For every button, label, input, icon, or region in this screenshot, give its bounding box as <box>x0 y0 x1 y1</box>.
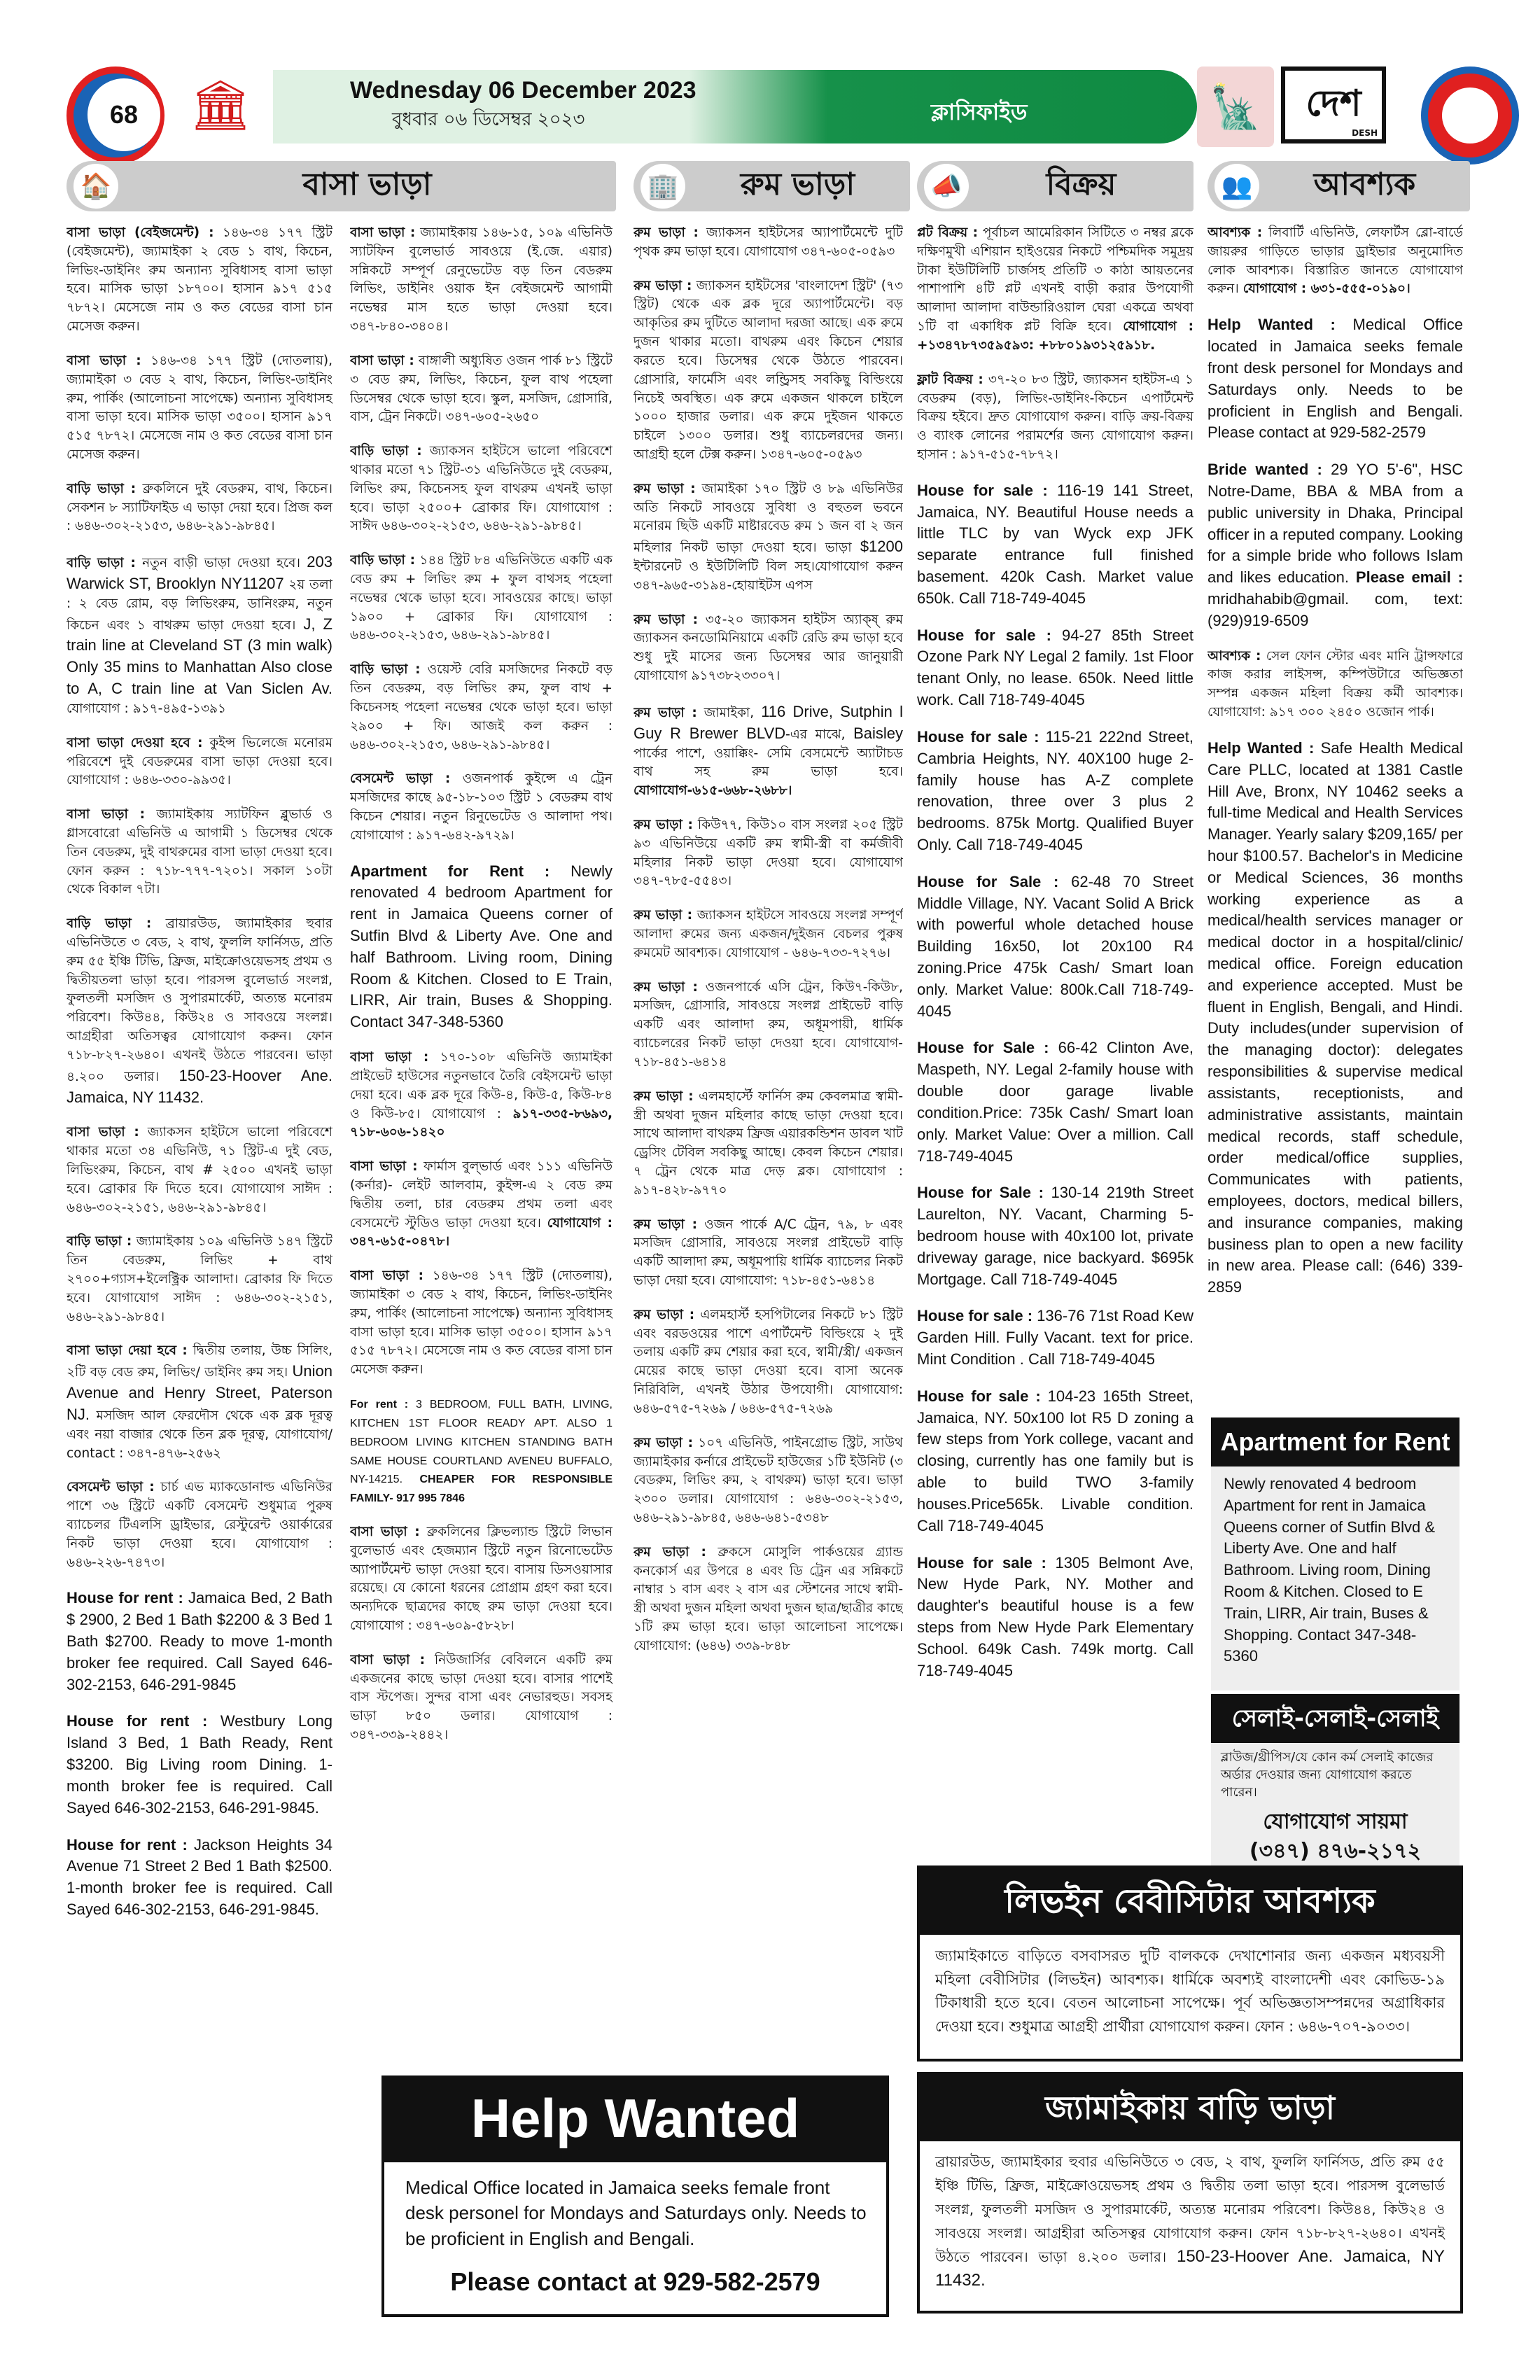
apartment-rent-title: Apartment for Rent <box>1211 1418 1460 1466</box>
section-title-room: রুম ভাড়া <box>740 166 855 202</box>
classified-ad: Help Wanted : Safe Health Medical Care PLLC, located at 1381 Castle Hill Ave, Bronx, NY 10462 seeks a full-time Medical and Health Services Manager. Yearly salary $209,165/ per hour $100.57. Bachelor's in Medicine or Medical Sciences, 36 months working experience as a medical/health services manager or medical doctor in a hospital/clinic/ medical office. Foreign education and experience accepted. Must be fluent in English, Bengali, and Hindi. Duty includes(under supervision of the managing doctor): delegates responsibilities & supervise medical assistants, receptionists, and administrative assistants, maintain medical records, staff schedule, order medical/office supplies, Communicates with patients, employees, doctors, medical billers, and insurance companies, making business plan to open a new facility in new area. Please call: (646) 339-2859 <box>1208 738 1463 1296</box>
classified-ad: রুম ভাড়া : ব্রুকসে মোসুলি পার্কওয়ের গ্র্যান্ড কনকোর্স এর উপরে ৪ এবং ডি ট্রেন এর সন্নিকটে নাম্বার ১ বাস এবং ২ বাস এর স্টেশনের সাথে স্বামী-স্ত্রী অথবা দুজন মহিলা অথবা দুজন ছাত্র/ছাত্রীর কাছে ১টি রুম ভাড়া হবে। ভাড়া আলোচনা সাপেক্ষে। যোগাযোগ: (৬৪৬) ৩৩৯-৮৪৮ <box>634 1544 903 1653</box>
jamaica-rent-address: 150-23-Hoover Ane. Jamaica, NY 11432. <box>935 2247 1446 2290</box>
classified-ad: বাসা ভাড়া : ১৪৬-৩৪ ১৭৭ স্ট্রিট (দোতলায়), জ্যামাইকা ৩ বেড ২ বাথ, কিচেন, লিভিং-ডাইনিং রুম, পার্কিং (আলোচনা সাপেক্ষে) অন্যান্য সুবিধাসহ বাসা ভাড়া হবে। মাসিক ভাড়া ৩৫০০। হাসান ৯১৭ ৫১৫ ৭৮৭২। মেসেজে নাম ও কত বেডের বাসা চান মেসেজ করুন। <box>66 353 332 462</box>
date-bangla: বুধবার ০৬ ডিসেম্বর ২০২৩ <box>392 109 585 130</box>
building-icon: 🏢 <box>640 164 685 209</box>
classified-ad: প্লট বিক্রয় : পূর্বাচল আমেরিকান সিটিতে ৩ নম্বর ব্লকে দক্ষিণমুখী এশিয়ান হাইওয়ের নিকটে পশ্চিমদিক সমুদ্রয় টাকা ইউটিলিটি চার্জসহ প্রতিটি ৩ কাঠা আয়তনের পাশাপাশি ৪টি প্লট এখনই বাড়ী করার উপযোগী আলাদা আলাদা বাউন্ডারিওয়াল ঘেরা একত্রে অথবা ১টি বা একাধিক প্লট বিক্রি হবে। যোগাযোগ : +১৩৪৭৮৭৩৫৯৫৯৩: +৮৮০১৯৩১২৫৯১৮. <box>917 225 1194 353</box>
section-banner-need <box>1208 161 1470 211</box>
classified-ad: বাড়ি ভাড়া : নতুন বাড়ী ভাড়া দেওয়া হবে। 203 Warwick ST, Brooklyn NY11207 ২য় তলা : ২ বেড রোম, বড় লিভিংরুম, ডানিংরুম, নতুন কিচেন এবং ১ বাথরুম ভাড়া দেওয়া হবে। J, Z train line at Cleveland ST (3 min walk) Only 35 mins to Manhattan Also close to A, C train line at Van Siclen Av. যোগাযোগ : ৯১৭-৪৯৫-১৩৯১ <box>66 553 332 716</box>
classified-ad: বেসমেন্ট ভাড়া : চার্চ এভ ম্যাকডোনাল্ড এভিনিউর পাশে ৩৬ স্ট্রিটে একটি বেসমেন্ট শুধুমাত্র পুরুষ ব্যাচেলর টিএলসি ড্রাইভার, রেস্টুরেন্ট ওয়ার্কারের নিকট ভাড়া দেওয়া হবে। যোগাযোগ : ৬৪৬-২২৬-৭৪৭৩। <box>66 1480 332 1570</box>
jamaica-rent-body <box>920 2141 1460 2302</box>
sewing-box <box>1211 1694 1460 1865</box>
classified-ad: রুম ভাড়া : ৩৫-২০ জ্যাকসন হাইটস অ্যাক্ষ্ রুম জ্যাকসন কনডোমিনিয়ামে একটি রেডি রুম ভাড়া হবে শুধু দুই মাসের জন্য ডিসেম্বর আর জানুয়ারী যোগাযোগ ৯১৭৩৮২৩৩০৭। <box>634 612 903 684</box>
section-title-basa: বাসা ভাড়া <box>302 166 432 202</box>
help-wanted-contact: Please contact at 929-582-2579 <box>450 2267 820 2296</box>
classified-ad: For rent : 3 BEDROOM, FULL BATH, LIVING, KITCHEN 1ST FLOOR READY APT. ALSO 1 BEDROOM LIVING KITCHEN STANDING BATH SAME HOUSE COURTLAND AVENEU BUFFALO, NY-14215. CHEAPER FOR RESPONSIBLE FAMILY- 917 995 7846 <box>350 1399 612 1505</box>
classified-ad: Apartment for Rent : Newly renovated 4 bedroom Apartment for rent in Jamaica Queens corner of Sutfin Blvd & Liberty Ave. One and half Bathroom. Living room, Dining Room & Kitchen. Closed to E Train, LIRR, Air train, Buses & Shopping. Contact 347-348-5360 <box>350 862 612 1031</box>
babysitter-body: জ্যামাইকাতে বাড়িতে বসবাসরত দুটি বালককে দেখাশোনার জন্য একজন মধ্যবয়সী মহিলা বেবীসিটার (লিভইন) আবশ্যক। ধার্মিকে অবশ্যই বাংলাদেশী এবং কোভিড-১৯ টিকাধারী হতে হবে। বেতন আলোচনা সাপেক্ষে। পূর্ব অভিজ্ঞতাসম্পন্নদের অগ্রাধিকার দেওয়া হবে। শুধুমাত্র আগ্রহী প্রার্থীরা যোগাযোগ করুন। ফোন : ৬৪৬-৭০৭-৯০৩৩। <box>935 1947 1445 2035</box>
section-banner-room <box>634 161 910 211</box>
classified-ad: House for rent : Jackson Heights 34 Avenue 71 Street 2 Bed 1 Bath $2500. 1-month broker fee is required. Call Sayed 646-302-2153, 646-291-9845. <box>66 1835 332 1918</box>
statue-of-liberty-icon: 🗽 <box>1197 66 1274 147</box>
section-title-sale: বিক্রয় <box>1046 166 1116 202</box>
page-number: 68 <box>88 78 160 151</box>
classified-ad: রুম ভাড়া : কিউ৭৭, কিউ১০ বাস সংলগ্ন ২০৫ স্ট্রিট ৯৩ এভিনিউয়ে একটি রুম স্বামী-স্ত্রী বা কর্মজীবী মহিলার নিকট ভাড়া দেওয়া হবে। যোগাযোগ ৩৪৭-৭৮৫-৫৫৪৩। <box>634 817 903 889</box>
classified-ad: রুম ভাড়া : জ্যাকসন হাইটসের 'বাংলাদেশ স্ট্রিট' (৭৩ স্ট্রিট) থেকে এক ব্লক দূরে অ্যাপার্টমেন্টে। বড় আকৃতির রুম দুটিতে আলাদা দরজা আছে। এক রুমে দুজন থাকার মতো। বাথরুম এবং কিচেন শেয়ার করতে হবে। ডিসেম্বর থেকে উঠতে পারবেন। গ্রোসারি, ফার্মেসি এবং লন্ড্রিসহ সবকিছু বিল্ডিংয়ে নিচেই অবস্থিত। এক রুমে একজন থাকলে চাইলে ১০০০ হাজার ডলার। এক রুমে দুইজন থাকতে চাইলে ১৩০০ ডলার। শুধু ব্যাচেলরদের জন্য। আগ্রহী হলে টেক্স করুন। ১৩৪৭-৬০৫-০৫৯৩ <box>634 278 903 462</box>
classified-ad: House for sale : 94-27 85th Street Ozone Park NY Legal 2 family. 1st Floor tenant Only, no lease. 650k. Need little work. Call 718-749-4045 <box>917 626 1194 709</box>
classified-ad: বাসা ভাড়া : ব্রুকলিনের ক্লিভল্যান্ড স্ট্রিটে লিভান বুলেভার্ড এবং হেজম্যান স্ট্রিটে নতুন রিনোভেটেড অ্যাপার্টমেন্ট ভাড়া দেওয়া হবে। বাসায় ডিসওয়াসার রয়েছে। যে কোনো ধরনের প্রোগ্রাম গ্রহণ করা হবে। অন্যদিকে ছাত্রদের কাছে রুম ভাড়া দেওয়া হবে। যোগাযোগ : ৩৪৭-৬০৯-৫৮২৮। <box>350 1524 612 1633</box>
classified-ad: রুম ভাড়া : জামাইকা, 116 Drive, Sutphin l Guy R Brewer BLVD-এর মাঝে, Baisley পার্কের পাশে, ওয়াক্কিং- সেমি বেসমেন্টে অ্যাটাচড বাথ সহ রুম ভাড়া হবে। যোগাযোগ-৬১৫-৬৬৮-২৬৮৮। <box>634 702 903 799</box>
classified-ad: বাসা ভাড়া : জ্যাকসন হাইটসে ভালো পরিবেশে থাকার মতো ৩৪ এভিনিউ, ৭১ স্ট্রিট-এ দুই বেড, লিভিংরুম, কিচেন, বাথ # ২৫০০ এখনই ভাড়া হবে। ব্রোকার ফি দিতে হবে। যোগাযোগ সাঈদ : ৬৪৬-৩০২-২১৫১, ৬৪৬-২৯১-৯৮৪৫। <box>66 1125 332 1215</box>
brand-name-en: DESH <box>1352 128 1378 138</box>
classified-ad: আবশ্যক : লিবার্টি এভিনিউ, লেফার্টস ব্লো-বার্ডে জায়রুর গাড়িতে ভাড়ার ড্রাইভার অনুমোদিত লোক আবশ্যক। বিস্তারিত জানতে যোগাযোগ করুন। যোগাযোগ : ৬৩১-৫৫৫-০১৯০। <box>1208 225 1463 297</box>
classified-ad: বাসা ভাড়া : জ্যামাইকায় ১৪৬-১৫, ১০৯ এভিনিউ স্যাটফিন বুলেভার্ড সাবওয়ে (ই.জে. এয়ার) সন্নিকটে সম্পূর্ণ রেনুভেটেড বড় তিন বেডরুম লিভিং, ডাইনিং ওয়াক ইন বেইজমেন্ট আগামী নভেম্বর মাস হতে ভাড়া দেওয়া হবে। ৩৪৭-৮৪০-৩৪০৪। <box>350 225 612 335</box>
classified-ad: House for sale : 115-21 222nd Street, Cambria Heights, NY. 40X100 huge 2-family house has A-Z complete renovation, three over 3 plus 2 bedrooms. 875k Mortg. Qualified Buyer Only. Call 718-749-4045 <box>917 727 1194 853</box>
classified-ad: House for sale : 104-23 165th Street, Jamaica, NY. 50x100 lot R5 D zoning a few steps from York college, vacant and closing, currently has one family but is able to build TWO 3-family houses.Price565k. Livable condition. Call 718-749-4045 <box>917 1387 1194 1534</box>
classified-ad: রুম ভাড়া : জ্যাকসন হাইটসের অ্যাপার্টমেন্টে দুটি পৃথক রুম ভাড়া হবে। যোগাযোগ ৩৪৭-৬০৫-০৫৯৩ <box>634 225 903 259</box>
classified-ad: রুম ভাড়া : জামাইকা ১৭০ স্ট্রিট ও ৮৯ এভিনিউর অতি নিকটে সাবওয়ে সুবিধা ও বহুতল ভবনে মনোরম ছিউ একটি মাষ্টারবেড রুম ১ জন বা ২ জন মহিলার নিকট ভাড়া দেওয়া হবে। ভাড়া $1200 ইন্টারনেট ও ইউটিলিটি বিল সহ।যোগাযোগ করুন ৩৪৭-৯৬৫-৩১৯৪-হোয়াইটস এপস <box>634 481 903 593</box>
babysitter-title: লিভইন বেবীসিটার আবশ্যক <box>920 1868 1460 1935</box>
people-icon: 👥 <box>1214 164 1259 209</box>
help-wanted-box <box>382 2076 889 2317</box>
ads-column-1 <box>66 224 332 2324</box>
classified-ad: ফ্লাট বিক্রয় : ৩৭-২০ ৮৩ স্ট্রিট, জ্যাকসন হাইটস-এ ১ বেডরুম (বড়), লিভিং-ডাইনিং-কিচেন এপার্টমেন্ট বিক্রয় হইবে। দ্রুত যোগাযোগ করুন। বাড়ি ক্রয়-বিক্রয় ও ব্যাংক লোনের পরামর্শের জন্য যোগাযোগ করুন। হাসান : ৯১৭-৫১৫-৭৮৭২। <box>917 372 1194 462</box>
babysitter-box <box>917 1865 1463 2062</box>
classified-ad: House for Sale : 62-48 70 Street Middle Village, NY. Vacant Solid A Brick with powerful whole detached house Building 16x50, lot 20x100 R4 zoning.Price 475k Cash/ Smart loan only. Market Value: 800k.Call 718-749-4045 <box>917 872 1194 1020</box>
classified-ad: বাড়ি ভাড়া : ব্রায়ারউড, জ্যামাইকার হুবার এভিনিউতে ৩ বেড, ২ বাথ, ফুললি ফার্নিসড, প্রতি রুম ৫৫ ইঞ্চি টিভি, ফ্রিজ, মাইক্রোওয়েভসহ প্রথম ও দ্বিতীয়তলা ভাড়া হবে। পারসন্স বুলেভার্ড সংলগ্ন, ফুলতলী মসজিদ ও সুপারমার্কেট, অত্যন্ত মনোরম পরিবেশ। কিউ৪৪, কিউ২৪ ও সাবওয়ে সংলগ্ন। আগ্রহীরা অতিসত্বর যোগাযোগ করুন। ফোন ৭১৮-৮২৭-২৬৪০। এখনই উঠতে পারবেন। ভাড়া ৪.২০০ ডলার। 150-23-Hoover Ane. Jamaica, NY 11432. <box>66 916 332 1106</box>
classified-ad: বাড়ি ভাড়া : জ্যাকসন হাইটসে ভালো পরিবেশে থাকার মতো ৭১ স্ট্রিট-৩১ এভিনিউতে দুই বেডরুম, লিভিং রুম, কিচেনসহ ফুল বাথরুম এখনই ভাড়া হবে। ভাড়া ২৫০০+ ব্রোকার ফি। যোগাযোগ : সাঈদ ৬৪৬-৩০২-২১৫৩, ৬৪৬-২৯১-৯৮৪৫। <box>350 444 612 534</box>
classified-ad: রুম ভাড়া : ১০৭ এভিনিউ, পাইনগ্রোভ স্ট্রিট, সাউথ জ্যামাইকার কর্নারে প্রাইভেট হাউজের ১টি ইউনিট (৩ বেডরুম, লিভিং রুম, ২ বাথরুম) ভাড়া হবে। ভাড়া ২৩০০ ডলার। যোগাযোগ : ৬৪৬-৩০২-২১৫৩, ৬৪৬-২৯১-৯৮৪৫, ৬৪৬-৬৪১-৫৩৪৮ <box>634 1435 903 1525</box>
sewing-contact-phone: (৩৪৭) ৪৭৬-২১৭২ <box>1249 1838 1422 1863</box>
classified-ad: বাসা ভাড়া : জ্যামাইকায় স্যাটফিন ব্লুভার্ড ও গ্লাসবোরো এভিনিউ এ আগামী ১ ডিসেম্বর থেকে তিন বেডরুম, দুই বাথরুমের বাসা ভাড়া দেওয়া হবে। ফোন করুন : ৭১৮-৭৭৭-৭২০১। সকাল ১০টা থেকে বিকাল ৭টা। <box>66 807 332 897</box>
jamaica-rent-text: ব্রায়ারউড, জ্যামাইকার হুবার এভিনিউতে ৩ বেড, ২ বাথ, ফুললি ফার্নিসড, প্রতি রুম ৫৫ ইঞ্চি টিভি, ফ্রিজ, মাইক্রোওয়েভসহ প্রথম ও দ্বিতীয় তলা ভাড়া হবে। পারসন্স বুলেভার্ড সংলগ্ন, ফুলতলী মসজিদ ও সুপারমার্কেট, অত্যন্ত মনোরম পরিবেশ। কিউ৪৪, কিউ২৪ ও সাবওয়ে সংলগ্ন। আগ্রহীরা অতিসত্বর যোগাযোগ করুন। ফোন ৭১৮-৮২৭-২৬৪০। এখনই উঠতে পারবেন। ভাড়া ৪.২০০ ডলার। <box>935 2153 1445 2265</box>
jamaica-rent-title: জ্যামাইকায় বাড়ি ভাড়া <box>920 2075 1460 2141</box>
apartment-rent-box <box>1211 1418 1460 1690</box>
classified-ad: House for Sale : 130-14 219th Street Laurelton, NY. Vacant, Charming 5-bedroom house with 40x100 lot, private driveway garage, nice backyard. $695k Mortgage. Call 718-749-4045 <box>917 1184 1194 1288</box>
megaphone-icon: 📣 <box>924 164 969 209</box>
classified-ad: House for sale : 116-19 141 Street, Jamaica, NY. Beautiful House needs a little TLC by van Wyck exp JFK separate entrance full finished basement. 420k Cash. Market value 650k. Call 718-749-4045 <box>917 481 1194 607</box>
classified-ad: বাসা ভাড়া : নিউজার্সির বেবিলনে একটি রুম একজনের কাছে ভাড়া দেওয়া হবে। বাসার পাশেই বাস স্টপেজ। সুন্দর বাসা এবং নেভারহুড। সবসহ ভাড়া ৮৫০ ডলার। যোগাযোগ : ৩৪৭-৩৩৯-২৪৪২। <box>350 1652 612 1743</box>
section-name: ক্লাসিফাইড <box>931 99 1028 125</box>
classified-ad: House for Sale : 66-42 Clinton Ave, Maspeth, NY. Legal 2-family house with double door garage livable condition.Price: 735k Cash/ Smart loan only. Market Value: Over a million. Call 718-749-4045 <box>917 1039 1194 1165</box>
section-banner-sale <box>917 161 1194 211</box>
classified-ad: Help Wanted : Medical Office located in Jamaica seeks female front desk personel for Mondays and Saturdays only. Needs to be proficient in English and Bengali. Please contact at 929-582-2579 <box>1208 316 1463 442</box>
jamaica-rent-box <box>917 2072 1463 2314</box>
section-banner-basa <box>66 161 616 211</box>
sewing-title: সেলাই-সেলাই-সেলাই <box>1211 1694 1460 1743</box>
classified-ad: বাসা ভাড়া দেয়া হবে : দ্বিতীয় তলায়, উচ্চ সিলিং, ২টি বড় বেড রুম, লিভিং/ ডাইনিং রুম সহ। Union Avenue and Henry Street, Paterson NJ. মসজিদ আল ফেরদৌস থেকে এক ব্লক দূরত্ব এবং নয়া বাজার থেকে তিন ব্লক দূরত্ব, যোগাযোগ/ contact : ৩৪৭-৪৭৬-২৫৬২ <box>66 1343 332 1461</box>
classified-ad: বাসা ভাড়া : ১৪৬-৩৪ ১৭৭ স্ট্রিট (দোতলায়), জ্যামাইকা ৩ বেড ২ বাথ, কিচেন, লিভিং-ডাইনিং রুম, পার্কিং (আলোচনা সাপেক্ষে) অন্যান্য সুবিধাসহ বাসা ভাড়া হবে। মাসিক ভাড়া ৩৫০০। হাসান ৯১৭ ৫১৫ ৭৮৭২। মেসেজে নাম ও কত বেডের বাসা চান মেসেজ করুন। <box>350 1268 612 1378</box>
apartment-rent-body: Newly renovated 4 bedroom Apartment for rent in Jamaica Queens corner of Sutfin Blvd & Liberty Ave. One and half Bathroom. Living room, Dining Room & Kitchen. Closed to E Train, LIRR, Air train, Buses & Shopping. Contact 347-348-5360 <box>1224 1475 1436 1665</box>
decor-circle <box>1421 66 1519 164</box>
classified-ad: রুম ভাড়া : ওজন পার্কে A/C ট্রেন, ৭৯, ৮ এবং মসজিদ গ্রোসারি, সাবওয়ে সংলগ্ন প্রাইভেট বাড়ি একটি আলাদা রুম, অধূমপায়ি ধার্মিক ব্যাচেলর নিকট ভাড়া দেয়া হবে। যোগাযোগ: ৭১৮-৪৫১-৬৪১৪ <box>634 1217 903 1288</box>
classified-ad: House for sale : 136-76 71st Road Kew Garden Hill. Fully Vacant. text for price. Mint Condition . Call 718-749-4045 <box>917 1307 1194 1368</box>
house-icon: 🏠 <box>74 164 118 209</box>
classified-ad: House for rent : Jamaica Bed, 2 Bath $ 2900, 2 Bed 1 Bath $2200 & 3 Bed 1 Bath $2700. Ready to move 1-month broker fee required. Call Sayed 646-302-2153, 646-291-9845 <box>66 1589 332 1693</box>
ads-column-2 <box>350 224 612 2058</box>
sewing-body: ব্লাউজ/থ্রীপিস/যে কোন কর্ম সেলাই কাজের অর্ডার দেওয়ার জন্য যোগাযোগ করতে পারেন। <box>1221 1750 1434 1800</box>
classified-ad: বাড়ি ভাড়া : ১৪৪ স্ট্রিট ৮৪ এভিনিউতে একটি এক বেড রুম + লিভিং রুম + ফুল বাথসহ পহেলা নভেম্বর থেকে ভাড়া হবে। সাবওয়ের কাছে। ভাড়া ১৯০০ + ব্রোকার ফি। যোগাযোগ : ৬৪৬-৩০২-২১৫৩, ৬৪৬-২৯১-৯৮৪৫। <box>350 553 612 643</box>
help-wanted-title: Help Wanted <box>384 2078 886 2162</box>
classified-ad: রুম ভাড়া : এলমহার্স্টে ফার্নিস রুম কেবলমাত্র স্বামী-স্ত্রী অথবা দুজন মহিলার কাছে ভাড়া দেওয়া হবে। সাথে আলাদা বাথরুম ফ্রিজ এয়ারকন্ডিশন ডাবল খাট ড্রেসিং টেবিল সবকিছু আছে। কেবল কিচেন শেয়ার। ৭ ট্রেন থেকে মাত্র দেড় ব্লক। যোগাযোগ : ৯১৭-৪২৮-৯৭৭০ <box>634 1088 903 1198</box>
ads-column-4 <box>917 224 1194 1862</box>
page-header <box>0 0 1540 147</box>
classified-ad: House for sale : 1305 Belmont Ave, New Hyde Park, NY. Mother and daughter's beautiful house is a few steps from New Hyde Park Elementary School. 649k Cash. 749k mortg. Call 718-749-4045 <box>917 1553 1194 1679</box>
classified-ad: বাসা ভাড়া : ১৭০-১০৮ এভিনিউ জ্যামাইকা প্রাইভেট হাউসের নতুনভাবে তৈরি বেইসমেন্ট ভাড়া দেয়া হবে। এক ব্লক দূরে কিউ-৪, কিউ-৫, কিউ-৮৪ ও কিউ-৮৫। যোগাযোগ : ৯১৭-৩৩৫-৮৬৯৩, ৭১৮-৬০৬-১৪২০ <box>350 1050 612 1140</box>
classified-ad: বাসা ভাড়া (বেইজমেন্ট) : ১৪৬-৩৪ ১৭৭ স্ট্রিট (বেইজমেন্ট), জ্যামাইকা ২ বেড ১ বাথ, কিচেন, লিভিং-ডাইনিং রুম অন্যান্য সুবিধাসহ বাসা ভাড়া হবে। মাসিক ভাড়া ১৮৭০০। হাসান ৯১৭ ৫১৫ ৭৮৭২। মেসেজে নাম ও কত বেডের বাসা চান মেসেজ করুন। <box>66 225 332 335</box>
classified-ad: বাসা ভাড়া : ফার্মাস বুল্ভার্ড এবং ১১১ এভিনিউ (কর্নার)- লেইট আলবাম, কুইন্স-এ ২ বেড রুম দ্বিতীয় তলা, চার বেডরুম প্রথম তলা এবং বেসমেন্টে স্টুডিও ভাড়া দেওয়া হবে। যোগাযোগ : ৩৪৭-৬১৫-০৪৭৮। <box>350 1159 612 1250</box>
ads-column-3 <box>634 224 903 2065</box>
classified-ad: আবশ্যক : সেল ফোন স্টোর এবং মানি ট্রান্সফারে কাজ করার লাইসন্স, কম্পিউটারে অভিজ্ঞতা সম্পন্ন একজন মহিলা বিক্রয় কর্মী আবশ্যক। যোগাযোগ: ৯১৭ ৩০০ ২৪৫০ ওজোন পার্ক। <box>1208 648 1463 720</box>
classified-ad: বাসা ভাড়া : বাঙ্গালী অধ্যুষিত ওজন পার্ক ৮১ স্ট্রিটে ৩ বেড রুম, লিভিং, কিচেন, ফুল বাথ পহেলা ডিসেম্বর থেকে ভাড়া হবে। স্কুল, মসজিদ, গ্রোসারি, বাস, ট্রেন নিকটে। ৩৪৭-৬০৫-২৬৫০ <box>350 353 612 425</box>
classified-ad: বাসা ভাড়া দেওয়া হবে : কুইন্স ভিলেজে মনোরম পরিবেশে দুই বেডরুমের বাসা ভাড়া দেওয়া হবে। যোগাযোগ : ৬৪৬-৩৩০-৯৯৩৫। <box>66 735 332 788</box>
brand-logo <box>1281 66 1386 144</box>
classified-ad: রুম ভাড়া : ওজনপার্কে এসি ট্রেন, কিউ৭-কিউ৮, মসজিদ, গ্রোসারি, সাবওয়ে সংলগ্ন প্রাইভেট বাড়ি একটি এবং আলাদা রুম, অধূমপায়ী, ধার্মিক ব্যাচেলরের নিকট ভাড়া দেওয়া হবে। যোগাযোগ- ৭১৮-৪৫১-৬৪১৪ <box>634 979 903 1070</box>
classified-ad: House for rent : Westbury Long Island 3 Bed, 1 Bath Ready, Rent $3200. Big Living room Dining. 1-month broker fee is required. Call Sayed 646-302-2153, 646-291-9845. <box>66 1712 332 1816</box>
help-wanted-body: Medical Office located in Jamaica seeks female front desk personel for Mondays and Saturdays only. Needs to be proficient in English and Bengali. <box>405 2177 867 2249</box>
classified-ad: Bride wanted : 29 YO 5'-6", HSC Notre-Dame, BBA & MBA from a public university in Dhaka, Principal officer in a reputed company. Looking for a simple bride who follows Islam and likes education. Please email : mridhahabib@gmail. com, text: (929)919-6509 <box>1208 461 1463 629</box>
classified-ad: বাড়ি ভাড়া : ওয়েস্ট বেরি মসজিদের নিকটে বড় তিন বেডরুম, বড় লিভিং রুম, ফুল বাথ + কিচেনসহ পহেলা নভেম্বর থেকে ভাড়া হবে। ভাড়া ২৯০০ + ফি। আজই কল করুন : ৬৪৬-৩০২-২১৫৩, ৬৪৬-২৯১-৯৮৪৫। <box>350 662 612 752</box>
classified-ad: বাড়ি ভাড়া : ব্রুকলিনে দুই বেডরুম, বাথ, কিচেন। সেকশন ৮ স্যাটিফাইড এ ভাড়া দেয়া হবে। প্রিজ কল : ৬৪৬-৩০২-২১৫৩, ৬৪৬-২৯১-৯৮৪৫। <box>66 481 332 534</box>
section-title-need: আবশ্যক <box>1313 166 1416 202</box>
building-icon: 🏛 <box>189 76 252 134</box>
sewing-contact-name: যোগাযোগ সায়মা <box>1263 1809 1408 1834</box>
classified-ad: বেসমেন্ট ভাড়া : ওজনপার্ক কুইন্সে এ ট্রেন মসজিদের কাছে ৯৫-১৮-১০৩ স্ট্রিট ১ বেডরুম বাথ কিচেন শেয়ার। নতুন রিনুভেটেড ও আলাদা পথ। যোগাযোগ : ৯১৭-৬৪২-৯৭২৯। <box>350 771 612 843</box>
classified-ad: বাড়ি ভাড়া : জ্যামাইকায় ১০৯ এভিনিউ ১৪৭ স্ট্রিটে তিন বেডরুম, লিভিং + বাথ ২৭০০+গ্যাস+ইলেক্ট্রিক আলাদা। ব্রোকার ফি দিতে হবে। যোগাযোগ সাঈদ : ৬৪৬-৩০২-২১৫১, ৬৪৬-২৯১-৯৮৪৫। <box>66 1234 332 1324</box>
brand-name: দেশ <box>1306 82 1362 125</box>
classified-ad: রুম ভাড়া : এলমহার্স্ট হসপিটালের নিকটে ৮১ স্ট্রিট এবং বরডওয়ের পাশে এপার্টমেন্ট বিল্ডিংয়ে ২ দুই তলায় একটি রুম শেয়ার করা হবে, স্বামী/স্ত্রী/ একজন মেয়ের কাছে ভাড়া দেওয়া হবে। বাসা অনেক নিরিবিলি, এখনই উঠার উপযোগী। যোগাযোগ: ৬৪৬-৫৭৫-৭২৬৯ / ৬৪৬-৫৭৫-৭২৬৯ <box>634 1307 903 1416</box>
ads-column-5 <box>1208 224 1463 1400</box>
date-english: Wednesday 06 December 2023 <box>350 77 696 104</box>
classified-ad: রুম ভাড়া : জ্যাকসন হাইটসে সাবওয়ে সংলগ্ন সম্পূর্ণ আলাদা রুমের জন্য একজন/দুইজন বেচলর পুরুষ রুমমেট আবশ্যক। যোগাযোগ - ৬৪৬-৭৩৩-৭২৭৬। <box>634 908 903 960</box>
